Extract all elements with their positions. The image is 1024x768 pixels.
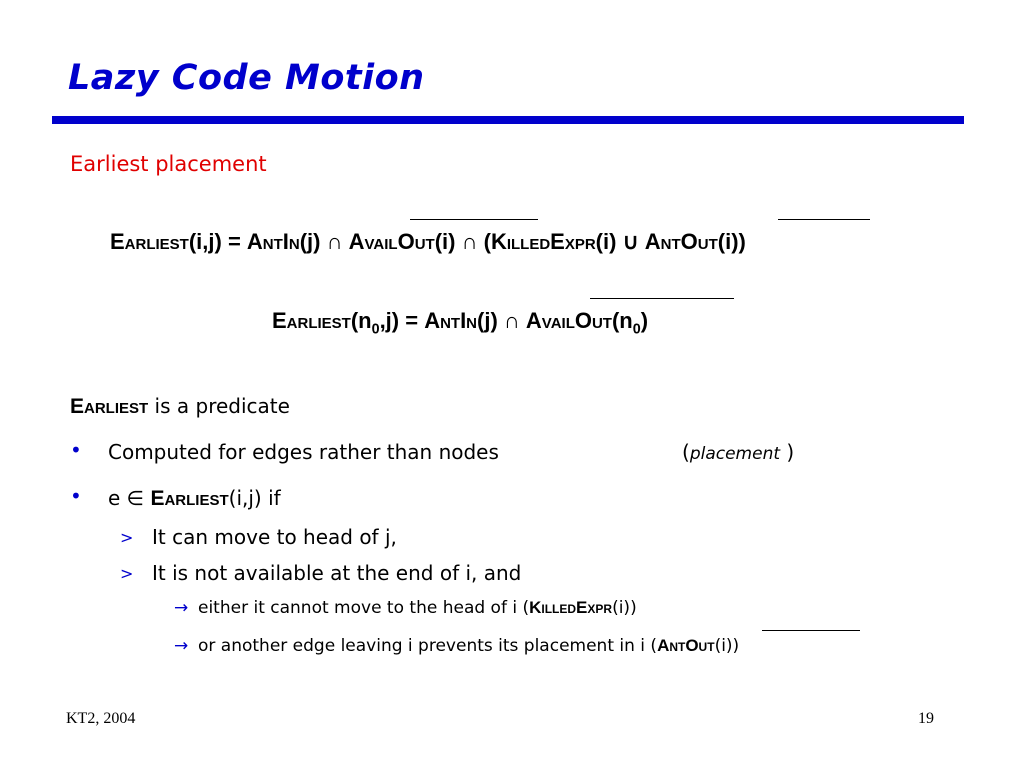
arrow-bullet-icon: → xyxy=(174,598,189,618)
earliest-term: Earliest xyxy=(110,229,189,254)
bullet-marker: • xyxy=(70,438,82,462)
placement-note: (placement ) xyxy=(682,440,795,464)
sub-bullet-marker: > xyxy=(120,564,134,583)
killedexpr-term: KilledExpr xyxy=(490,229,596,254)
sub-bullet-marker: > xyxy=(120,528,134,547)
union-symbol: ∪ xyxy=(622,229,639,254)
section-heading: Earliest placement xyxy=(70,152,267,176)
footer-course-label: KT2, 2004 xyxy=(66,710,136,727)
earliest-term: Earliest xyxy=(272,308,351,333)
antin-term: AntIn xyxy=(246,229,300,254)
element-of-symbol: ∈ xyxy=(126,486,145,510)
antout-term: AntOut xyxy=(644,229,718,254)
slide-title: Lazy Code Motion xyxy=(68,58,425,98)
availout-term: AvailOut xyxy=(525,308,612,333)
bullet-membership-text: e ∈ Earliest(i,j) if xyxy=(108,486,281,510)
overline-antout xyxy=(778,219,870,220)
arrow-bullet-icon: → xyxy=(174,636,189,656)
earliest-formula-general: Earliest(i,j) = AntIn(j) ∩ AvailOut(i) ∩ (KilledExpr(i) ∪ AntOut(i)) xyxy=(110,229,746,254)
overline-availout-n0 xyxy=(590,298,734,299)
predicate-line: Earliest is a predicate xyxy=(70,394,290,418)
subsub-item-other-edge: or another edge leaving i prevents its placement in i (AntOut(i)) xyxy=(198,636,740,656)
intersection-symbol: ∩ xyxy=(326,229,343,254)
overline-antout-small xyxy=(762,630,860,631)
overline-availout xyxy=(410,219,538,220)
sub-item-not-available: It is not available at the end of i, and xyxy=(152,561,522,585)
earliest-formula-entry: $Earliest(n_0,j)$ = AntIn(j) ∩ $AvailOut(n_0)$ xyxy=(272,308,649,338)
title-divider xyxy=(52,116,964,124)
antin-term: AntIn xyxy=(424,308,478,333)
intersection-symbol: ∩ xyxy=(461,229,478,254)
page-number: 19 xyxy=(918,710,934,727)
subsub-item-killed: either it cannot move to the head of i (KilledExpr(i)) xyxy=(198,598,637,618)
availout-term: AvailOut xyxy=(348,229,435,254)
sub-item-move-head: It can move to head of j, xyxy=(152,525,397,549)
intersection-symbol: ∩ xyxy=(503,308,520,333)
bullet-edges-text: Computed for edges rather than nodes xyxy=(108,440,499,464)
bullet-marker: • xyxy=(70,484,82,508)
